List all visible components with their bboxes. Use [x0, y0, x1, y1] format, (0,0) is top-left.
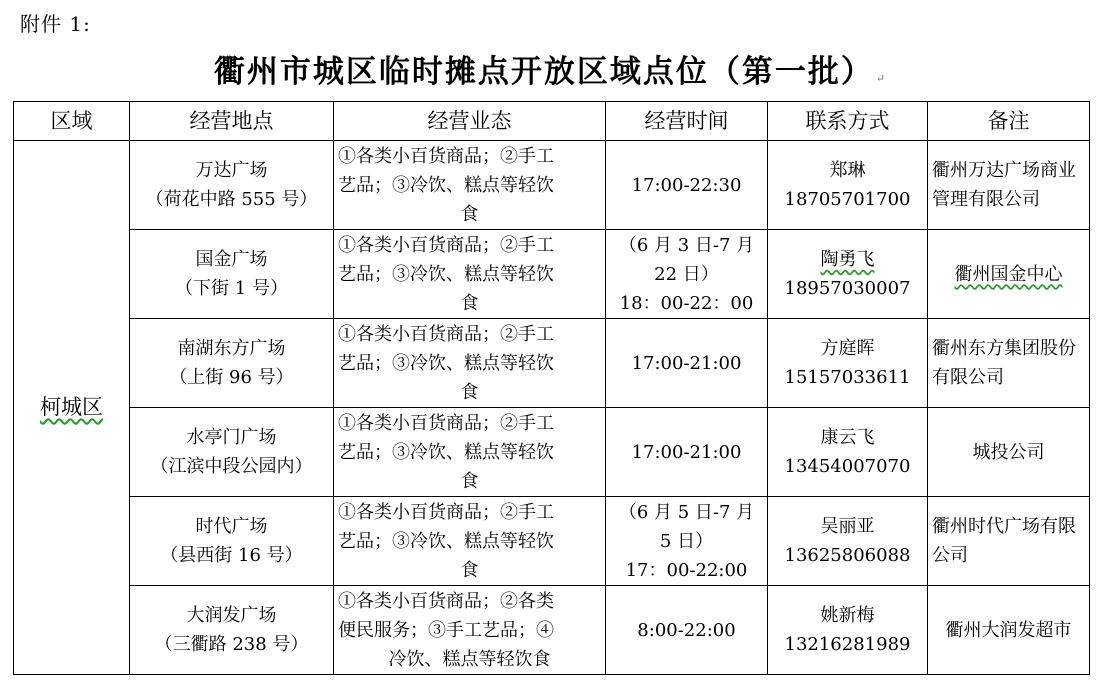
contact-cell — [768, 230, 928, 319]
contact-cell — [768, 586, 928, 675]
business-hours-cell — [606, 497, 768, 586]
format-line: ①各类小百货商品；②各类 — [338, 590, 554, 612]
business-hours-cell — [606, 141, 768, 230]
table-row — [14, 319, 1090, 408]
format-line: 食 — [460, 559, 479, 581]
location-name: 大润发广场 — [186, 605, 277, 626]
format-line: 艺品；③冷饮、糕点等轻饮 — [338, 530, 554, 552]
location-cell — [130, 141, 334, 230]
contact-cell — [768, 319, 928, 408]
format-line: ①各类小百货商品；②手工 — [338, 234, 554, 256]
contact-phone: 18957030007 — [784, 278, 911, 299]
header-remark: 备注 — [928, 102, 1090, 141]
format-line: ①各类小百货商品；②手工 — [338, 145, 554, 167]
contact-name: 郑琳 — [829, 160, 866, 181]
table-row — [14, 586, 1090, 675]
remark-cell: 衢州万达广场商业管理有限公司 — [928, 141, 1090, 230]
contact-phone: 15157033611 — [784, 367, 911, 388]
format-line: 食 — [460, 381, 479, 403]
locations-table — [13, 101, 1090, 675]
location-cell — [130, 497, 334, 586]
contact-cell — [768, 408, 928, 497]
contact-phone: 18705701700 — [784, 189, 911, 210]
region-name: 柯城区 — [40, 395, 103, 419]
table-row — [14, 497, 1090, 586]
business-format-cell — [334, 319, 606, 408]
location-name: 国金广场 — [195, 249, 268, 270]
format-line: 冷饮、糕点等轻饮食 — [388, 648, 551, 670]
business-hours-cell — [606, 319, 768, 408]
location-address: （上街 96 号） — [169, 367, 294, 388]
format-line: 食 — [460, 203, 479, 225]
contact-name: 吴丽亚 — [820, 516, 875, 537]
format-line: ①各类小百货商品；②手工 — [338, 501, 554, 523]
header-region: 区域 — [14, 102, 130, 141]
location-name: 时代广场 — [195, 516, 268, 537]
hours-line: 17：00-22:00 — [625, 559, 748, 581]
hours-line: 5 日） — [659, 530, 714, 552]
format-line: 便民服务；③手工艺品；④ — [338, 619, 554, 641]
location-name: 水亭门广场 — [186, 427, 277, 448]
business-hours-cell — [606, 230, 768, 319]
location-cell — [130, 408, 334, 497]
format-line: 艺品；③冷饮、糕点等轻饮 — [338, 174, 554, 196]
contact-name: 姚新梅 — [820, 605, 875, 626]
hours-line: （6 月 5 日-7 月 — [618, 501, 755, 523]
contact-name: 方庭晖 — [820, 338, 875, 359]
contact-cell — [768, 141, 928, 230]
contact-name: 陶勇飞 — [820, 249, 875, 270]
location-address: （下街 1 号） — [175, 278, 288, 299]
remark-cell: 衢州大润发超市 — [928, 586, 1090, 675]
location-name: 南湖东方广场 — [177, 338, 286, 359]
format-line: 食 — [460, 292, 479, 314]
hours-line: 22 日） — [654, 263, 719, 285]
business-format-cell — [334, 497, 606, 586]
contact-phone: 13216281989 — [784, 634, 911, 655]
hours-line: （6 月 3 日-7 月 — [618, 234, 755, 256]
format-line: ①各类小百货商品；②手工 — [338, 412, 554, 434]
table-row — [14, 408, 1090, 497]
header-contact: 联系方式 — [768, 102, 928, 141]
header-business-hours: 经营时间 — [606, 102, 768, 141]
contact-cell — [768, 497, 928, 586]
contact-phone: 13625806088 — [784, 545, 911, 566]
remark-cell: 衢州时代广场有限公司 — [928, 497, 1090, 586]
hours-line: 18：00-22：00 — [619, 292, 754, 314]
business-hours-cell — [606, 408, 768, 497]
business-format-cell — [334, 230, 606, 319]
location-cell — [130, 230, 334, 319]
format-line: 艺品；③冷饮、糕点等轻饮 — [338, 441, 554, 463]
business-format-cell — [334, 586, 606, 675]
location-address: （荷花中路 555 号） — [145, 189, 318, 210]
remark-text: 衢州国金中心 — [954, 263, 1063, 285]
header-business-format: 经营业态 — [334, 102, 606, 141]
attachment-label: 附件 1: — [20, 12, 91, 36]
format-line: ①各类小百货商品；②手工 — [338, 323, 554, 345]
hours-line: 17:00-22:30 — [631, 174, 742, 196]
location-cell — [130, 319, 334, 408]
hours-line: 8:00-22:00 — [637, 619, 736, 641]
contact-phone: 13454007070 — [784, 456, 911, 477]
location-name: 万达广场 — [195, 160, 268, 181]
remark-cell: 衢州东方集团股份有限公司 — [928, 319, 1090, 408]
paragraph-mark-icon: ↵ — [875, 72, 888, 85]
hours-line: 17:00-21:00 — [631, 441, 742, 463]
region-cell — [14, 141, 130, 675]
document-title-text: 衢州市城区临时摊点开放区域点位（第一批） — [213, 54, 874, 90]
business-format-cell — [334, 141, 606, 230]
table-header-row — [14, 102, 1090, 141]
business-format-cell — [334, 408, 606, 497]
location-cell — [130, 586, 334, 675]
format-line: 艺品；③冷饮、糕点等轻饮 — [338, 352, 554, 374]
location-address: （江滨中段公园内） — [150, 456, 313, 477]
table-row — [14, 230, 1090, 319]
header-location: 经营地点 — [130, 102, 334, 141]
location-address: （三衢路 238 号） — [154, 634, 309, 655]
contact-name: 康云飞 — [820, 427, 875, 448]
format-line: 艺品；③冷饮、糕点等轻饮 — [338, 263, 554, 285]
document-title — [0, 46, 1101, 91]
hours-line: 17:00-21:00 — [631, 352, 742, 374]
remark-cell: 城投公司 — [928, 408, 1090, 497]
format-line: 食 — [460, 470, 479, 492]
remark-cell — [928, 230, 1090, 319]
location-address: （县西街 16 号） — [160, 545, 303, 566]
business-hours-cell — [606, 586, 768, 675]
table-row — [14, 141, 1090, 230]
